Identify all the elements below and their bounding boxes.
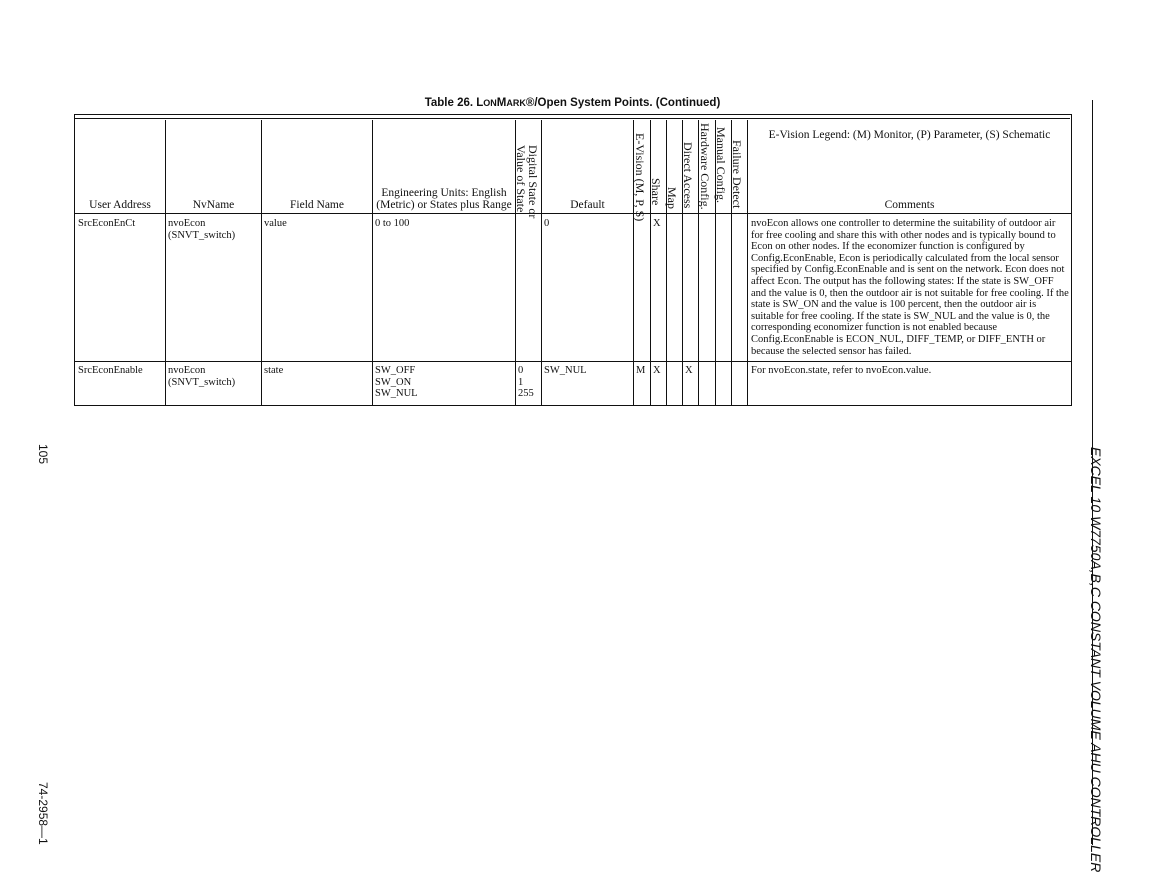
- header-manual-config: Manual Config.: [714, 127, 728, 203]
- header-user-address: User Address: [89, 199, 151, 211]
- header-legend: E-Vision Legend: (M) Monitor, (P) Parameter, (S) Schematic: [768, 129, 1051, 141]
- header-direct-access: Direct Access: [681, 142, 695, 209]
- header-digital-state-line2: Value of State: [514, 145, 528, 213]
- table-caption: Table 26. LONMARK®/Open System Points. (Continued): [424, 97, 721, 109]
- cell-user-address: SrcEconEnable: [78, 365, 143, 376]
- header-map: Map: [665, 187, 679, 209]
- cell-user-address: SrcEconEnCt: [78, 218, 136, 229]
- cell-default: 0: [544, 218, 550, 229]
- header-field-name: Field Name: [290, 199, 344, 211]
- row-separator: [75, 361, 1071, 362]
- cell-nvname: nvoEcon (SNVT_switch): [168, 218, 236, 241]
- header-nvname: NvName: [192, 199, 235, 211]
- page-number: 105: [36, 444, 50, 465]
- header-default: Default: [570, 199, 605, 211]
- doc-number: 74-2958—1: [36, 782, 50, 845]
- cell-digital-state: 0 1 255: [518, 365, 534, 400]
- header-failure-detect: Failure Detect: [730, 140, 744, 209]
- cell-share: X: [653, 218, 661, 229]
- cell-field-name: value: [264, 218, 287, 229]
- cell-eng-units: SW_OFF SW_ON SW_NUL: [375, 365, 418, 400]
- cell-field-name: state: [264, 365, 284, 376]
- col-divider: [372, 120, 373, 405]
- header-hardware-config: Hardware Config.: [698, 123, 712, 210]
- side-title: EXCEL 10 W7750A,B,C CONSTANT VOLUME AHU CONTROLLER: [1088, 447, 1104, 873]
- cell-nvname: nvoEcon (SNVT_switch): [168, 365, 236, 388]
- table-double-rule: [74, 118, 1070, 119]
- col-divider: [165, 120, 166, 405]
- cell-direct-access: X: [685, 365, 693, 376]
- col-divider: [650, 120, 651, 405]
- cell-eng-units: 0 to 100: [375, 218, 410, 229]
- cell-comments: nvoEcon allows one controller to determine the suitability of outdoor air for free cooling and share this with other nodes and is typically bound to Econ on other nodes. If the economizer function is configured by Config.EconEnable, Econ is periodically calculated from the local sensor specified by Config.EconEnable and is sent on the network. Econ does not affect Econ. The output has the following states: If the state is SW_OFF and the value is 0, then the outdoor air is not suitable for free cooling. If the state is SW_ON and the value is 100 percent, then the outdoor air is suitable for free cooling. If the state is SW_NUL and the value is 0, the corresponding economizer function is not enabled because Config.EconEnable is ECON_NUL, DIFF_TEMP, or DIFF_ENTH or because the selected sensor has failed.: [751, 218, 1069, 357]
- header-evision: E-Vision (M, P, S): [633, 133, 647, 222]
- points-table: [74, 114, 1072, 406]
- cell-default: SW_NUL: [544, 365, 587, 376]
- col-divider: [541, 120, 542, 405]
- header-share: Share: [649, 178, 663, 206]
- col-divider: [747, 120, 748, 405]
- col-divider: [261, 120, 262, 405]
- cell-evision: M: [636, 365, 646, 376]
- header-digital-state-line1: Digital State or: [526, 145, 540, 219]
- col-divider: [666, 120, 667, 405]
- header-comments: Comments: [884, 199, 935, 211]
- cell-share: X: [653, 365, 661, 376]
- header-rule: [75, 213, 1071, 214]
- cell-comments: For nvoEcon.state, refer to nvoEcon.value.: [751, 365, 932, 376]
- header-eng-units: Engineering Units: English (Metric) or States plus Range: [376, 187, 512, 211]
